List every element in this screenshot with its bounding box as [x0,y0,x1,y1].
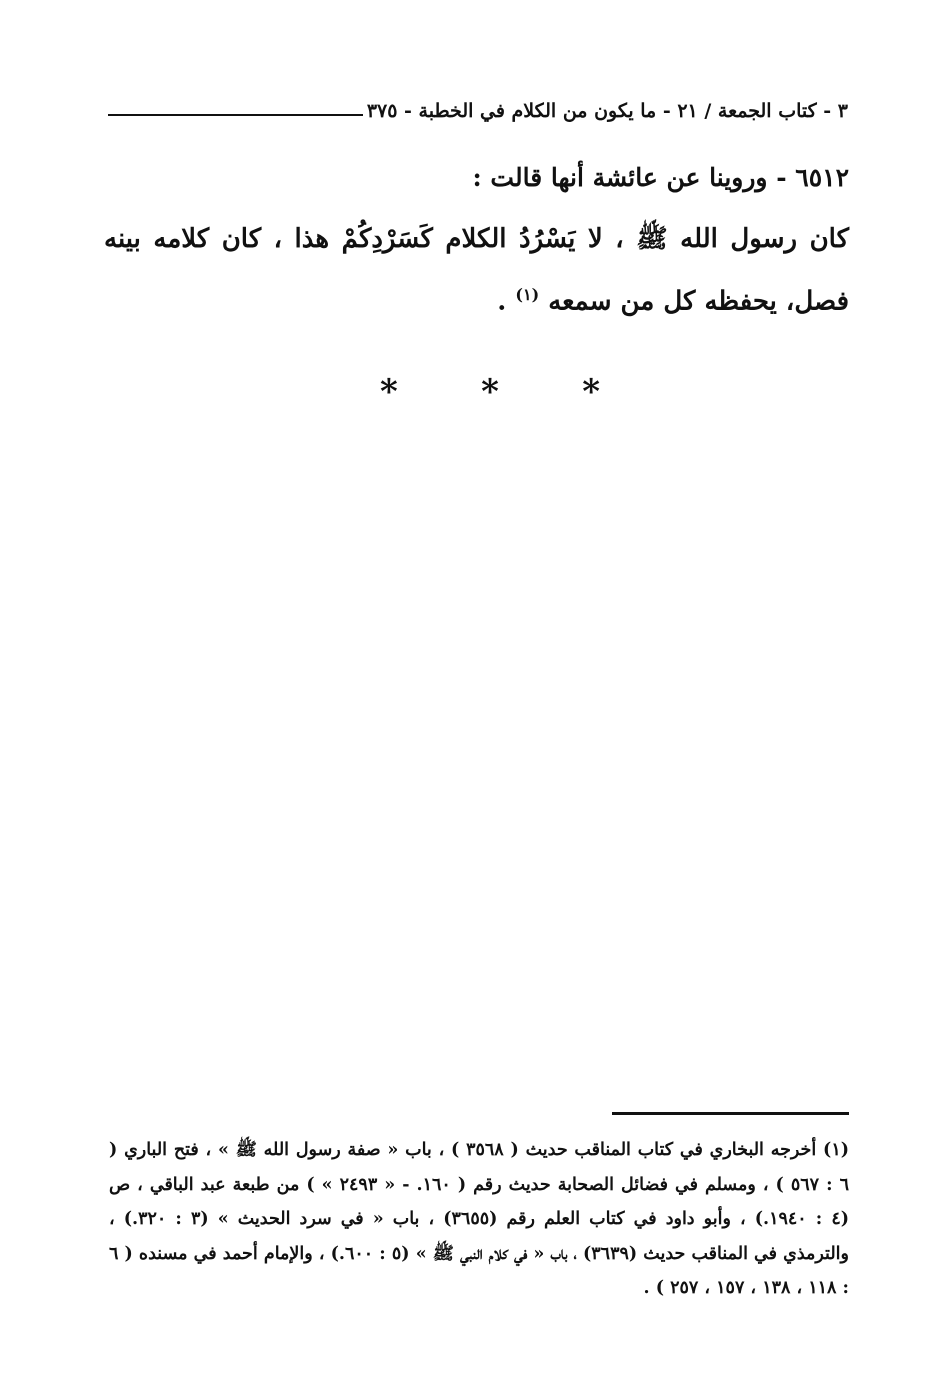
separator-asterisk: * [582,372,600,412]
section-separator [380,372,600,412]
header-rule [108,114,363,116]
footnote-reference: (١) [515,285,540,304]
separator-asterisk: * [380,372,398,412]
running-header [108,92,848,122]
footnote-rule [612,1112,849,1115]
separator-asterisk: * [481,372,499,412]
hadith-text-block [104,212,849,330]
hadith-end-mark: . [497,286,516,317]
hadith-intro: ٦٥١٢ - وروينا عن عائشة أنها قالت : [472,163,849,192]
running-title: ٣ - كتاب الجمعة / ٢١ - ما يكون من الكلام في الخطبة - ٣٧٥ [366,100,848,122]
hadith-text: كان رسول الله ﷺ ، لا يَسْرُدُ الكلام كَسَرْدِكُمْ هذا ، كان كلامه بينه فصل، يحفظه كل من سمعه [104,224,849,317]
footnote-text: (١) أخرجه البخاري في كتاب المناقب حديث ( ٣٥٦٨ ) ، باب « صفة رسول الله ﷺ » ، فتح الباري ( ٦ : ٥٦٧ ) ، ومسلم في فضائل الصحابة حديث رقم ( ١٦٠. - « ٢٤٩٣ » ) من طبعة عبد الباقي ، ص (٤ : ١٩٤٠.) ، وأبو داود في كتاب العلم رقم (٣٦٥٥) ، باب « في سرد الحديث » (٣ : ٣٢٠.) ، والترمذي في المناقب حديث (٣٦٣٩) ، باب « في كلام النبي ﷺ » (٥ : ٦٠٠.) ، والإمام أحمد في مسنده ( ٦ : ١١٨ ، ١٣٨ ، ١٥٧ ، ٢٥٧ ) . [109,1140,850,1298]
